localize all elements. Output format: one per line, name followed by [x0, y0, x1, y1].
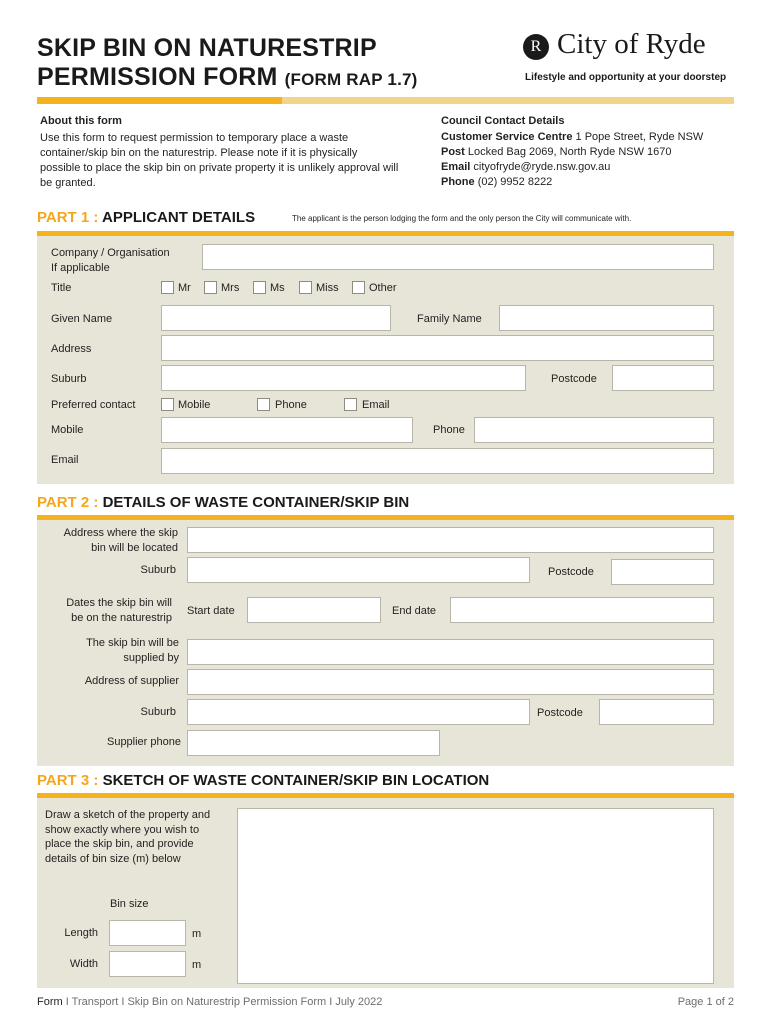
postcode-field[interactable] — [612, 365, 714, 391]
bin-address-field[interactable] — [187, 527, 714, 553]
preferred-mobile-label: Mobile — [178, 399, 211, 411]
width-label: Width — [69, 958, 98, 970]
email-label: Email — [51, 454, 79, 466]
preferred-email-label: Email — [362, 399, 390, 411]
length-label: Length — [64, 927, 98, 939]
contact-csc: Customer Service Centre 1 Pope Street, Ryde NSW — [441, 131, 704, 143]
title-other-checkbox[interactable] — [352, 281, 365, 294]
preferred-contact-label: Preferred contact — [51, 399, 136, 411]
given-name-field[interactable] — [161, 305, 391, 331]
title-miss-label: Miss — [316, 282, 339, 294]
title-mrs-checkbox[interactable] — [204, 281, 217, 294]
supplier-address-field[interactable] — [187, 669, 714, 695]
about-heading: About this form — [40, 115, 122, 127]
logo-tagline: Lifestyle and opportunity at your doorstep — [525, 72, 727, 83]
sketch-panel — [37, 798, 734, 988]
width-unit: m — [192, 959, 202, 971]
supplied-by-field[interactable] — [187, 639, 714, 665]
postcode-label: Postcode — [551, 373, 597, 385]
sketch-area[interactable] — [237, 808, 714, 984]
length-field[interactable] — [109, 920, 186, 946]
supplier-phone-field[interactable] — [187, 730, 440, 756]
phone-field[interactable] — [474, 417, 714, 443]
dates-label: Dates the skip bin will be on the naturestrip — [66, 597, 172, 624]
given-name-label: Given Name — [51, 313, 113, 325]
suburb-label: Suburb — [51, 373, 87, 385]
bin-suburb-field[interactable] — [187, 557, 530, 583]
preferred-phone-checkbox[interactable] — [257, 398, 270, 411]
start-date-field[interactable] — [247, 597, 381, 623]
skip-bin-details-panel — [37, 520, 734, 766]
mobile-label: Mobile — [51, 424, 84, 436]
company-label: Company / Organisation — [51, 247, 170, 259]
title-mrs-label: Mrs — [221, 282, 240, 294]
about-text: Use this form to request permission to temporary place a waste container/skip bin on the naturestrip. Please note if it is physically possible to place the skip bin on private property it is unlikely approval will be granted. — [40, 132, 399, 189]
start-date-label: Start date — [187, 605, 235, 617]
logo-name: City of Ryde — [557, 28, 706, 60]
email-field[interactable] — [161, 448, 714, 474]
length-unit: m — [192, 928, 202, 940]
contact-phone: Phone (02) 9952 8222 — [441, 176, 553, 188]
end-date-label: End date — [392, 605, 437, 617]
page-number: Page 1 of 2 — [677, 996, 734, 1008]
form-title-line2: PERMISSION FORM — [37, 63, 278, 91]
title-other-label: Other — [369, 282, 397, 294]
preferred-email-checkbox[interactable] — [344, 398, 357, 411]
contact-email: Email cityofryde@ryde.nsw.gov.au — [441, 161, 611, 173]
supplied-by-label: The skip bin will be supplied by — [86, 637, 179, 664]
supplier-phone-label: Supplier phone — [106, 736, 181, 748]
bin-size-label: Bin size — [110, 898, 149, 910]
supplier-suburb-label: Suburb — [140, 706, 176, 718]
preferred-mobile-checkbox[interactable] — [161, 398, 174, 411]
city-of-ryde-logo — [523, 28, 735, 86]
logo-mark-icon: R — [523, 34, 549, 60]
form-code: (FORM RAP 1.7) — [284, 70, 418, 89]
bin-suburb-label: Suburb — [140, 564, 176, 576]
mobile-field[interactable] — [161, 417, 413, 443]
contact-heading: Council Contact Details — [441, 115, 565, 127]
form-title — [37, 34, 418, 94]
title-label: Title — [51, 282, 72, 294]
end-date-field[interactable] — [450, 597, 714, 623]
part1-note: The applicant is the person lodging the form and the only person the City will communicate with. — [292, 214, 632, 223]
bin-postcode-label: Postcode — [548, 566, 594, 578]
title-mr-label: Mr — [178, 282, 191, 294]
supplier-suburb-field[interactable] — [187, 699, 530, 725]
header-divider — [37, 97, 734, 104]
family-name-field[interactable] — [499, 305, 714, 331]
title-mr-checkbox[interactable] — [161, 281, 174, 294]
part3-heading: PART 3 : SKETCH OF WASTE CONTAINER/SKIP BIN LOCATION — [37, 772, 490, 789]
supplier-postcode-label: Postcode — [537, 707, 583, 719]
preferred-phone-label: Phone — [275, 399, 307, 411]
part1-heading: PART 1 : APPLICANT DETAILS — [37, 209, 256, 226]
title-miss-checkbox[interactable] — [299, 281, 312, 294]
family-name-label: Family Name — [417, 313, 482, 325]
phone-label: Phone — [433, 424, 465, 436]
title-ms-label: Ms — [270, 282, 285, 294]
sketch-instructions: Draw a sketch of the property and show exactly where you wish to place the skip bin, and provide details of bin size (m) below — [45, 809, 211, 865]
company-field[interactable] — [202, 244, 714, 270]
bin-address-label: Address where the skip bin will be located — [63, 527, 178, 554]
address-field[interactable] — [161, 335, 714, 361]
supplier-address-label: Address of supplier — [84, 675, 179, 687]
company-sublabel: If applicable — [51, 262, 110, 274]
width-field[interactable] — [109, 951, 186, 977]
footer-text: Form I Transport I Skip Bin on Naturestrip Permission Form I July 2022 — [37, 996, 383, 1008]
bin-postcode-field[interactable] — [611, 559, 714, 585]
title-ms-checkbox[interactable] — [253, 281, 266, 294]
contact-post: Post Locked Bag 2069, North Ryde NSW 1670 — [441, 146, 672, 158]
applicant-details-panel — [37, 236, 734, 484]
part2-heading: PART 2 : DETAILS OF WASTE CONTAINER/SKIP BIN — [37, 494, 410, 511]
suburb-field[interactable] — [161, 365, 526, 391]
address-label: Address — [51, 343, 92, 355]
supplier-postcode-field[interactable] — [599, 699, 714, 725]
form-title-line1: SKIP BIN ON NATURESTRIP — [37, 34, 377, 62]
